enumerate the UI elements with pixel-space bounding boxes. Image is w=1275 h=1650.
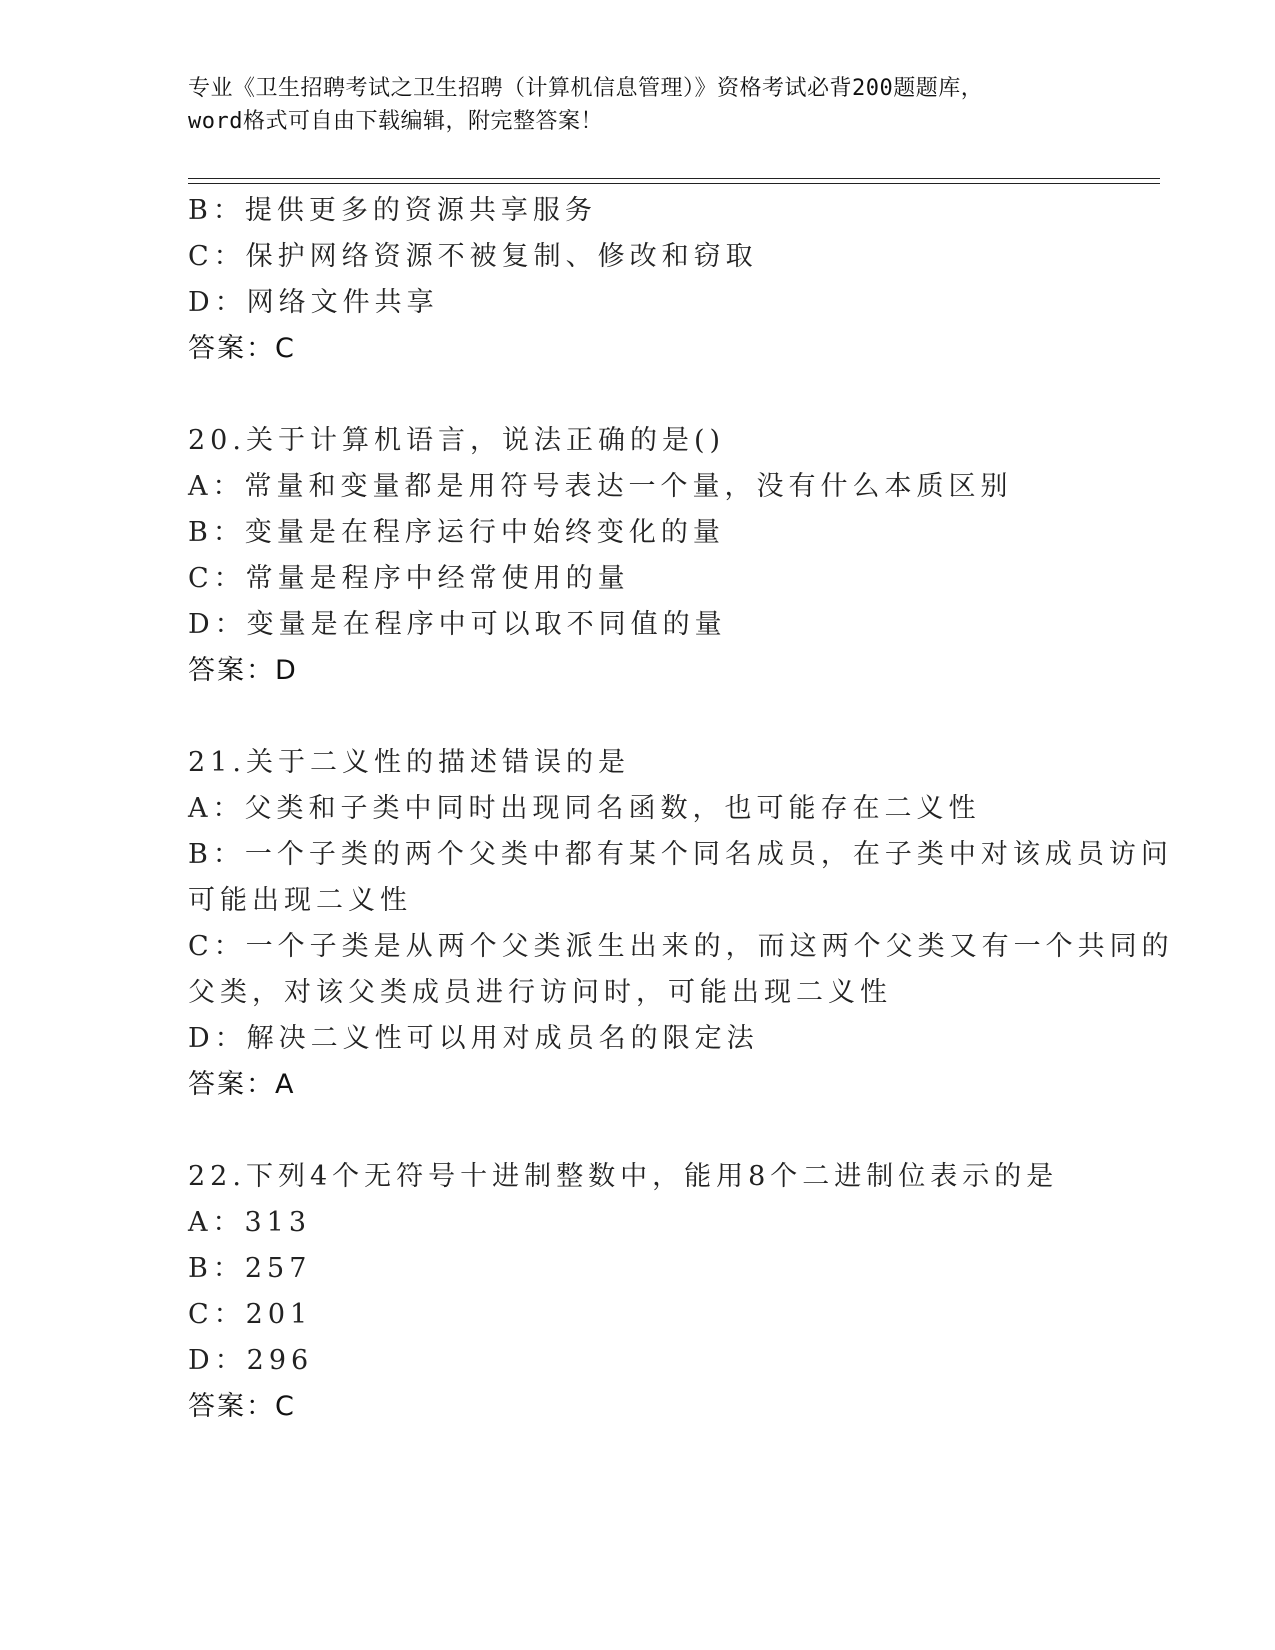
question-list xyxy=(188,188,1174,1430)
document-header xyxy=(188,72,1088,138)
question-21-answer: 答案：A xyxy=(188,1069,296,1100)
question-21-stem: 21.关于二义性的描述错误的是 xyxy=(188,747,630,778)
question-20-option-d: D：变量是在程序中可以取不同值的量 xyxy=(188,609,727,640)
question-20-answer: 答案：D xyxy=(188,655,298,686)
question-21-block xyxy=(188,740,1174,1108)
question-20-stem: 20.关于计算机语言，说法正确的是() xyxy=(188,425,726,456)
question-20-option-a: A：常量和变量都是用符号表达一个量，没有什么本质区别 xyxy=(188,471,1013,502)
header-title-line-2: word格式可自由下载编辑，附完整答案！ xyxy=(188,109,603,134)
question-19-option-b: B：提供更多的资源共享服务 xyxy=(188,195,597,226)
question-20-option-c: C：常量是程序中经常使用的量 xyxy=(188,563,630,594)
question-22-option-b: B：257 xyxy=(188,1253,312,1284)
header-divider-bottom xyxy=(188,183,1160,184)
question-22-answer: 答案：C xyxy=(188,1391,296,1422)
question-21-option-d: D：解决二义性可以用对成员名的限定法 xyxy=(188,1023,759,1054)
question-21-option-a: A：父类和子类中同时出现同名函数，也可能存在二义性 xyxy=(188,793,981,824)
question-22-option-d: D：296 xyxy=(188,1345,314,1376)
question-20-block xyxy=(188,418,1088,694)
header-title-line-1: 专业《卫生招聘考试之卫生招聘（计算机信息管理）》资格考试必背200题题库， xyxy=(188,76,984,101)
question-22-block xyxy=(188,1154,1088,1430)
question-21-option-b-line-2: 可能出现二义性 xyxy=(188,885,412,916)
question-22-stem: 22.下列4个无符号十进制整数中，能用8个二进制位表示的是 xyxy=(188,1161,1059,1192)
question-21-option-b-line-1: B：一个子类的两个父类中都有某个同名成员，在子类中对该成员访问 xyxy=(188,839,1173,870)
question-22-option-a: A：313 xyxy=(188,1207,312,1238)
spacer xyxy=(188,372,1088,418)
question-19-answer: 答案：C xyxy=(188,333,296,364)
spacer xyxy=(188,694,1088,740)
spacer xyxy=(188,1108,1088,1154)
question-21-option-c-line-1: C：一个子类是从两个父类派生出来的，而这两个父类又有一个共同的 xyxy=(188,931,1174,962)
question-19-block xyxy=(188,188,1088,372)
question-19-option-d: D：网络文件共享 xyxy=(188,287,439,318)
question-21-option-c-line-2: 父类，对该父类成员进行访问时，可能出现二义性 xyxy=(188,977,892,1008)
question-22-option-c: C：201 xyxy=(188,1299,313,1330)
question-20-option-b: B：变量是在程序运行中始终变化的量 xyxy=(188,517,725,548)
header-divider-top xyxy=(188,178,1160,179)
question-19-option-c: C：保护网络资源不被复制、修改和窃取 xyxy=(188,241,758,272)
